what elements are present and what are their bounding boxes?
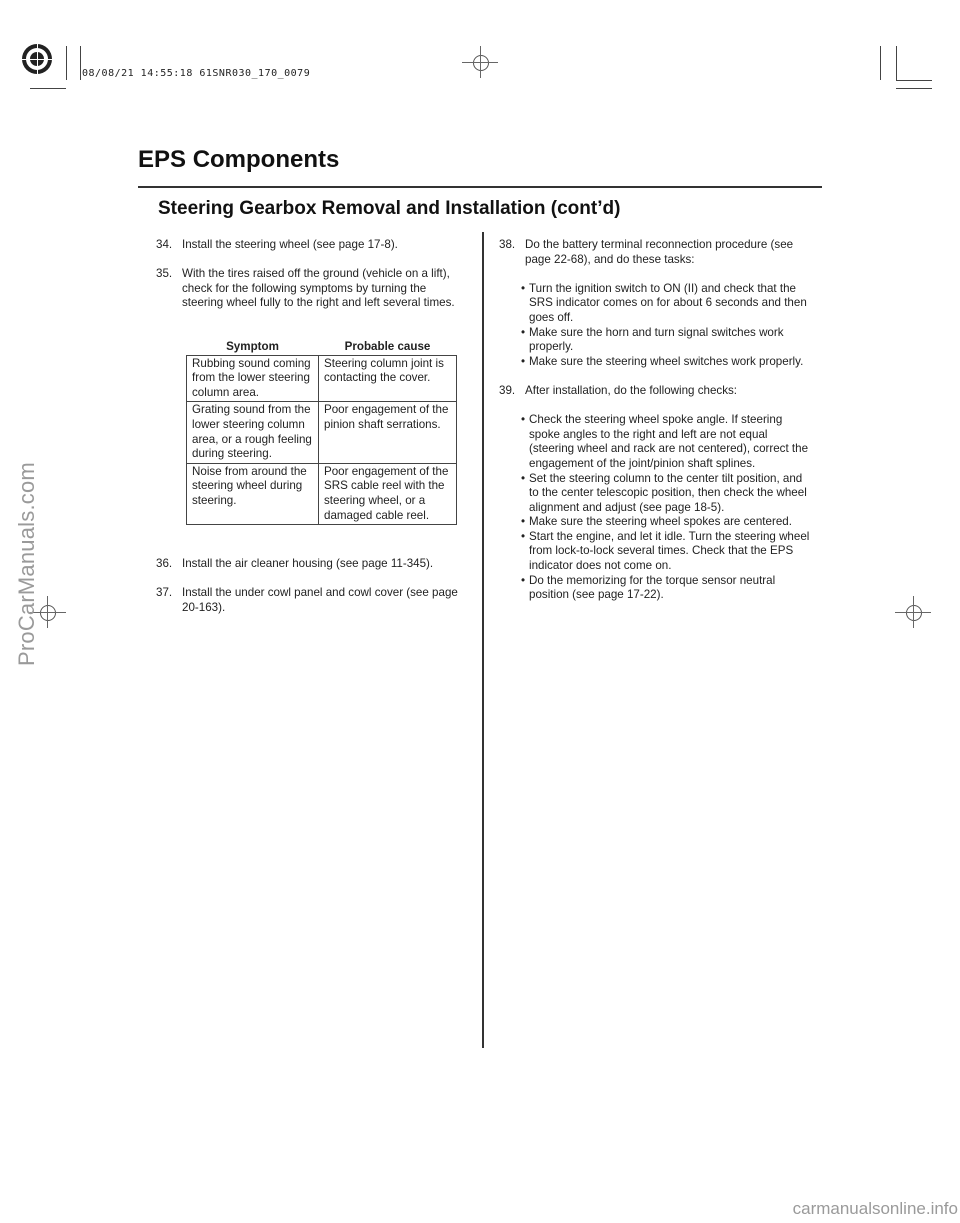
left-column xyxy=(156,238,466,326)
list-item: • Do the memorizing for the torque sensor neutral position (see page 17-22). xyxy=(513,574,811,603)
bullet-icon: • xyxy=(520,281,525,295)
bullet-icon: • xyxy=(520,471,525,485)
step-number: 38. xyxy=(499,238,516,251)
cause-cell: Poor engagement of the pinion shaft serrations. xyxy=(319,402,457,463)
step-text: Install the air cleaner housing (see page 11-345). xyxy=(182,557,434,570)
bullet-icon: • xyxy=(520,573,525,587)
table-row xyxy=(187,355,457,402)
bullet-icon: • xyxy=(520,515,525,529)
symptom-cell: Grating sound from the lower steering column area, or a rough feeling during steering. xyxy=(187,402,319,463)
column-divider xyxy=(482,232,484,1048)
check-list xyxy=(513,413,811,603)
right-column xyxy=(499,238,811,617)
step-34 xyxy=(156,238,466,253)
list-item: • Set the steering column to the center tilt position, and to the center telescopic position, then check the wheel alignment and adjust (see page 18-5). xyxy=(513,472,811,516)
step-text: Install the steering wheel (see page 17-8). xyxy=(182,238,398,251)
crop-mark xyxy=(30,88,66,89)
symptom-cell: Noise from around the steering wheel during steering. xyxy=(187,463,319,524)
list-item: • Start the engine, and let it idle. Turn the steering wheel from lock-to-lock several times. Check that the EPS indicator does not come on. xyxy=(513,530,811,574)
bullet-icon: • xyxy=(520,325,525,339)
list-item: • Make sure the steering wheel spokes are centered. xyxy=(513,515,811,530)
bullet-icon: • xyxy=(520,354,525,368)
bullet-icon: • xyxy=(520,413,525,427)
step-36 xyxy=(156,557,466,572)
crop-mark xyxy=(80,46,81,80)
watermark-procarmanuals: ProCarManuals.com xyxy=(14,462,39,666)
crop-mark xyxy=(880,46,881,80)
list-item: • Make sure the steering wheel switches work properly. xyxy=(513,355,811,370)
table-header-probable-cause: Probable cause xyxy=(344,340,431,353)
step-35 xyxy=(156,267,466,311)
table-row xyxy=(187,402,457,463)
step-number: 35. xyxy=(156,267,173,281)
crop-mark xyxy=(896,80,932,81)
section-title: EPS Components xyxy=(138,146,340,173)
page-subtitle: Steering Gearbox Removal and Installation (cont’d) xyxy=(158,198,621,219)
step-text: With the tires raised off the ground (vehicle on a lift), check for the following symptoms by turning the steering wheel fully to the right and left several times. xyxy=(182,267,455,310)
list-item: • Check the steering wheel spoke angle. If steering spoke angles to the right and left are not equal (steering wheel and rack are not centered), correct the engagement of the joint/pinion shaft splines. xyxy=(513,413,811,471)
list-item: • Turn the ignition switch to ON (II) and check that the SRS indicator comes on for about 6 seconds and then goes off. xyxy=(513,282,811,326)
list-item: • Make sure the horn and turn signal switches work properly. xyxy=(513,326,811,355)
bullet-icon: • xyxy=(520,529,525,543)
cause-cell: Poor engagement of the SRS cable reel with the steering wheel, or a damaged cable reel. xyxy=(319,463,457,524)
step-text: Install the under cowl panel and cowl cover (see page 20-163). xyxy=(182,586,458,614)
table-header-symptom: Symptom xyxy=(226,340,279,353)
title-rule xyxy=(138,186,822,188)
step-text: After installation, do the following checks: xyxy=(525,383,738,397)
step-number: 39. xyxy=(499,383,516,397)
step-number: 34. xyxy=(156,238,173,251)
step-39 xyxy=(499,384,811,603)
crop-mark xyxy=(896,46,897,80)
watermark-carmanualsonline: carmanualsonline.info xyxy=(792,1199,958,1218)
crop-mark xyxy=(896,88,932,89)
step-37 xyxy=(156,586,466,615)
left-column-lower xyxy=(156,557,466,630)
task-list xyxy=(513,282,811,370)
print-timestamp: 08/08/21 14:55:18 61SNR030_170_0079 xyxy=(82,68,311,79)
step-text: Do the battery terminal reconnection procedure (see page 22-68), and do these tasks: xyxy=(525,238,794,266)
step-number: 36. xyxy=(156,557,173,570)
step-38 xyxy=(499,238,811,369)
symptom-table xyxy=(186,338,457,525)
cause-cell: Steering column joint is contacting the cover. xyxy=(319,355,457,402)
symptom-cell: Rubbing sound coming from the lower steering column area. xyxy=(187,355,319,402)
table-row xyxy=(187,463,457,524)
crop-mark xyxy=(66,46,67,80)
step-number: 37. xyxy=(156,586,173,600)
